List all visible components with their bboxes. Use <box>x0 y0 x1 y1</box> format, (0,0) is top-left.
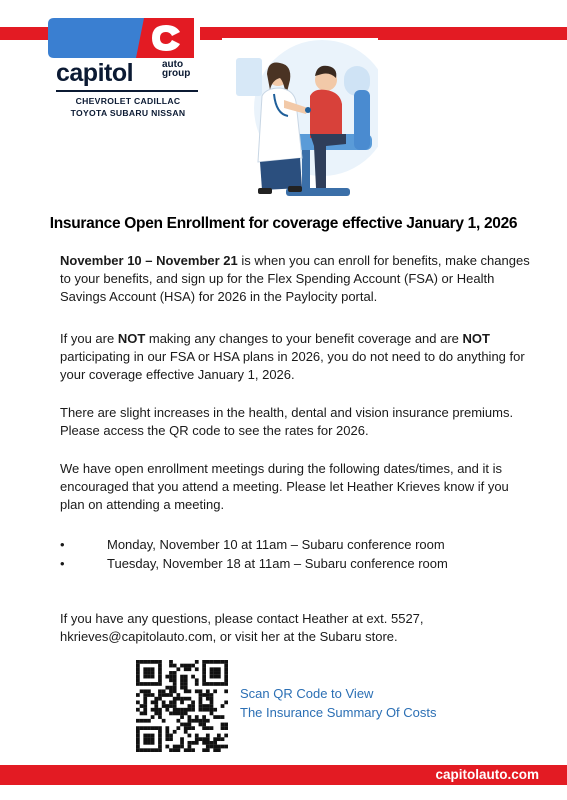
logo-divider <box>56 90 198 92</box>
doctor-patient-illustration <box>222 38 378 208</box>
logo-subtext: auto group <box>162 59 191 79</box>
meeting-list <box>60 536 530 574</box>
bullet-icon: • <box>60 556 65 571</box>
brands-line-2: TOYOTA SUBARU NISSAN <box>70 108 186 118</box>
logo-badge-icon <box>48 18 194 58</box>
qr-caption-line-1: Scan QR Code to View <box>240 686 374 701</box>
capitol-auto-group-logo <box>48 18 200 126</box>
enrollment-dates-paragraph: November 10 – November 21 is when you can enroll for benefits, make changes to your benefits, and sign up for the Flex Spending Account (FSA) or Health Savings Account (HSA) for 2026 in the Paylocity portal. <box>60 253 530 305</box>
qr-caption-line-2: The Insurance Summary Of Costs <box>240 705 437 720</box>
website-link[interactable]: capitolauto.com <box>435 767 539 782</box>
list-item <box>60 536 530 555</box>
meeting-text: Monday, November 10 at 11am – Subaru conference room <box>107 537 445 552</box>
logo-wordmark: capitol <box>56 59 134 87</box>
contact-paragraph: If you have any questions, please contact Heather at ext. 5527, hkrieves@capitolauto.com, or visit her at the Subaru store. <box>60 611 424 645</box>
brands-line-1: CHEVROLET CADILLAC <box>75 96 181 106</box>
brand-list <box>48 95 208 119</box>
premium-increase-paragraph: There are slight increases in the health, dental and vision insurance premiums. Please access the QR code to see the rates for 2026. <box>60 405 514 439</box>
qr-code-icon[interactable] <box>136 660 228 752</box>
list-item <box>60 555 530 574</box>
qr-caption <box>240 684 437 722</box>
meeting-text: Tuesday, November 18 at 11am – Subaru conference room <box>107 556 448 571</box>
page-title: Insurance Open Enrollment for coverage effective January 1, 2026 <box>49 215 518 232</box>
bullet-icon: • <box>60 537 65 552</box>
enrollment-dates: November 10 – November 21 <box>60 253 238 268</box>
no-changes-paragraph: If you are NOT making any changes to your benefit coverage and are NOT participating in our FSA or HSA plans in 2026, you do not need to do anything for your coverage effective January 1, 2026. <box>60 331 525 383</box>
meetings-paragraph: We have open enrollment meetings during the following dates/times, and it is encouraged that you attend a meeting. Please let Heather Krieves know if you plan on attending a meeting. <box>60 461 509 513</box>
